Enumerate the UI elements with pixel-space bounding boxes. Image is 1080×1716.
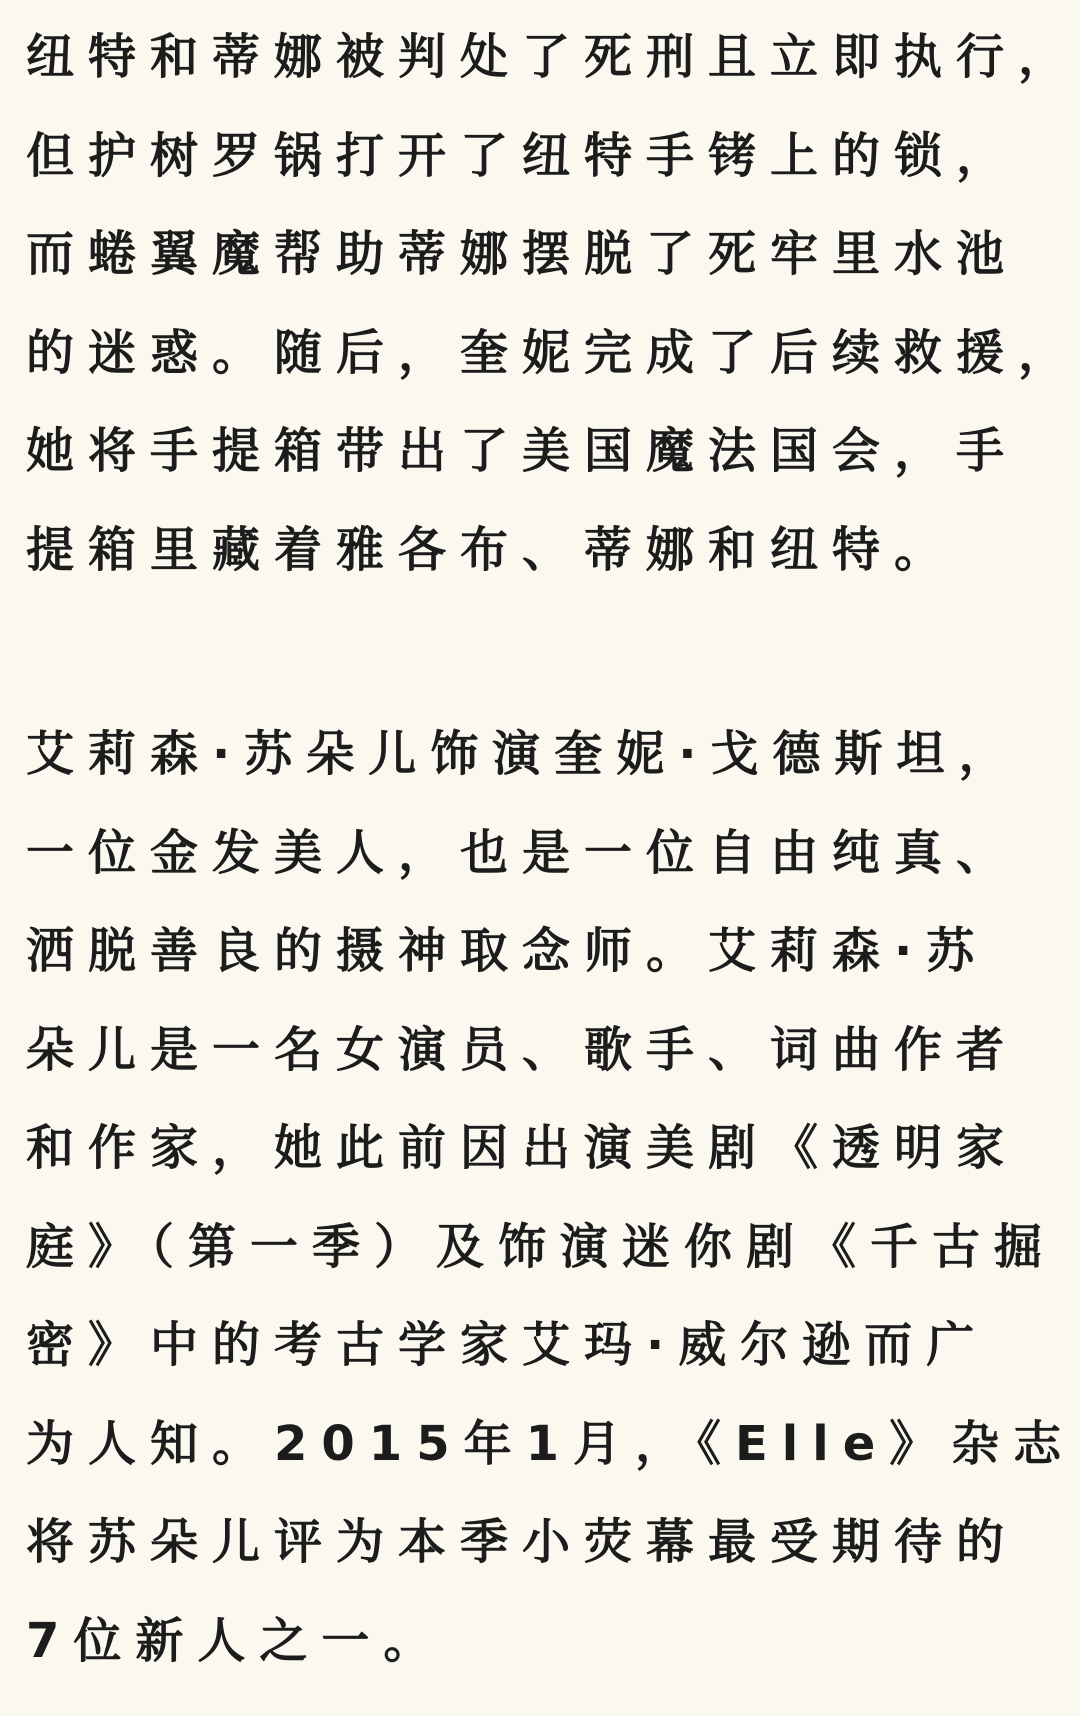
text-line: 一位金发美人，也是一位自由纯真、 — [26, 824, 1019, 881]
text-line: 纽特和蒂娜被判处了死刑且立即执行， — [26, 29, 1080, 85]
text-line: 她将手提箱带出了美国魔法国会，手 — [26, 423, 1019, 479]
text-line: 密》中的考古学家艾玛·威尔逊而广 — [26, 1317, 989, 1373]
paragraph-plot-summary — [26, 8, 1080, 599]
text-line: 洒脱善良的摄神取念师。艾莉森·苏 — [26, 923, 989, 979]
text-line: 但护树罗锅打开了纽特手铐上的锁， — [26, 127, 1019, 184]
paragraph-actress-bio — [26, 705, 1076, 1690]
text-line: 庭》（第一季）及饰演迷你剧《千古掘 — [26, 1218, 1057, 1275]
text-line: 7位新人之一。 — [26, 1612, 446, 1669]
text-line: 朵儿是一名女演员、歌手、词曲作者 — [26, 1021, 1019, 1078]
text-line: 为人知。2015年1月，《Elle》杂志 — [26, 1415, 1076, 1472]
text-line: 而蜷翼魔帮助蒂娜摆脱了死牢里水池 — [26, 226, 1019, 282]
text-line: 艾莉森·苏朵儿饰演奎妮·戈德斯坦， — [26, 726, 1021, 782]
text-line: 将苏朵儿评为本季小荧幕最受期待的 — [26, 1514, 1019, 1570]
text-line: 提箱里藏着雅各布、蒂娜和纽特。 — [26, 521, 957, 578]
text-line: 和作家，她此前因出演美剧《透明家 — [26, 1120, 1019, 1176]
text-line: 的迷惑。随后，奎妮完成了后续救援， — [26, 324, 1080, 381]
